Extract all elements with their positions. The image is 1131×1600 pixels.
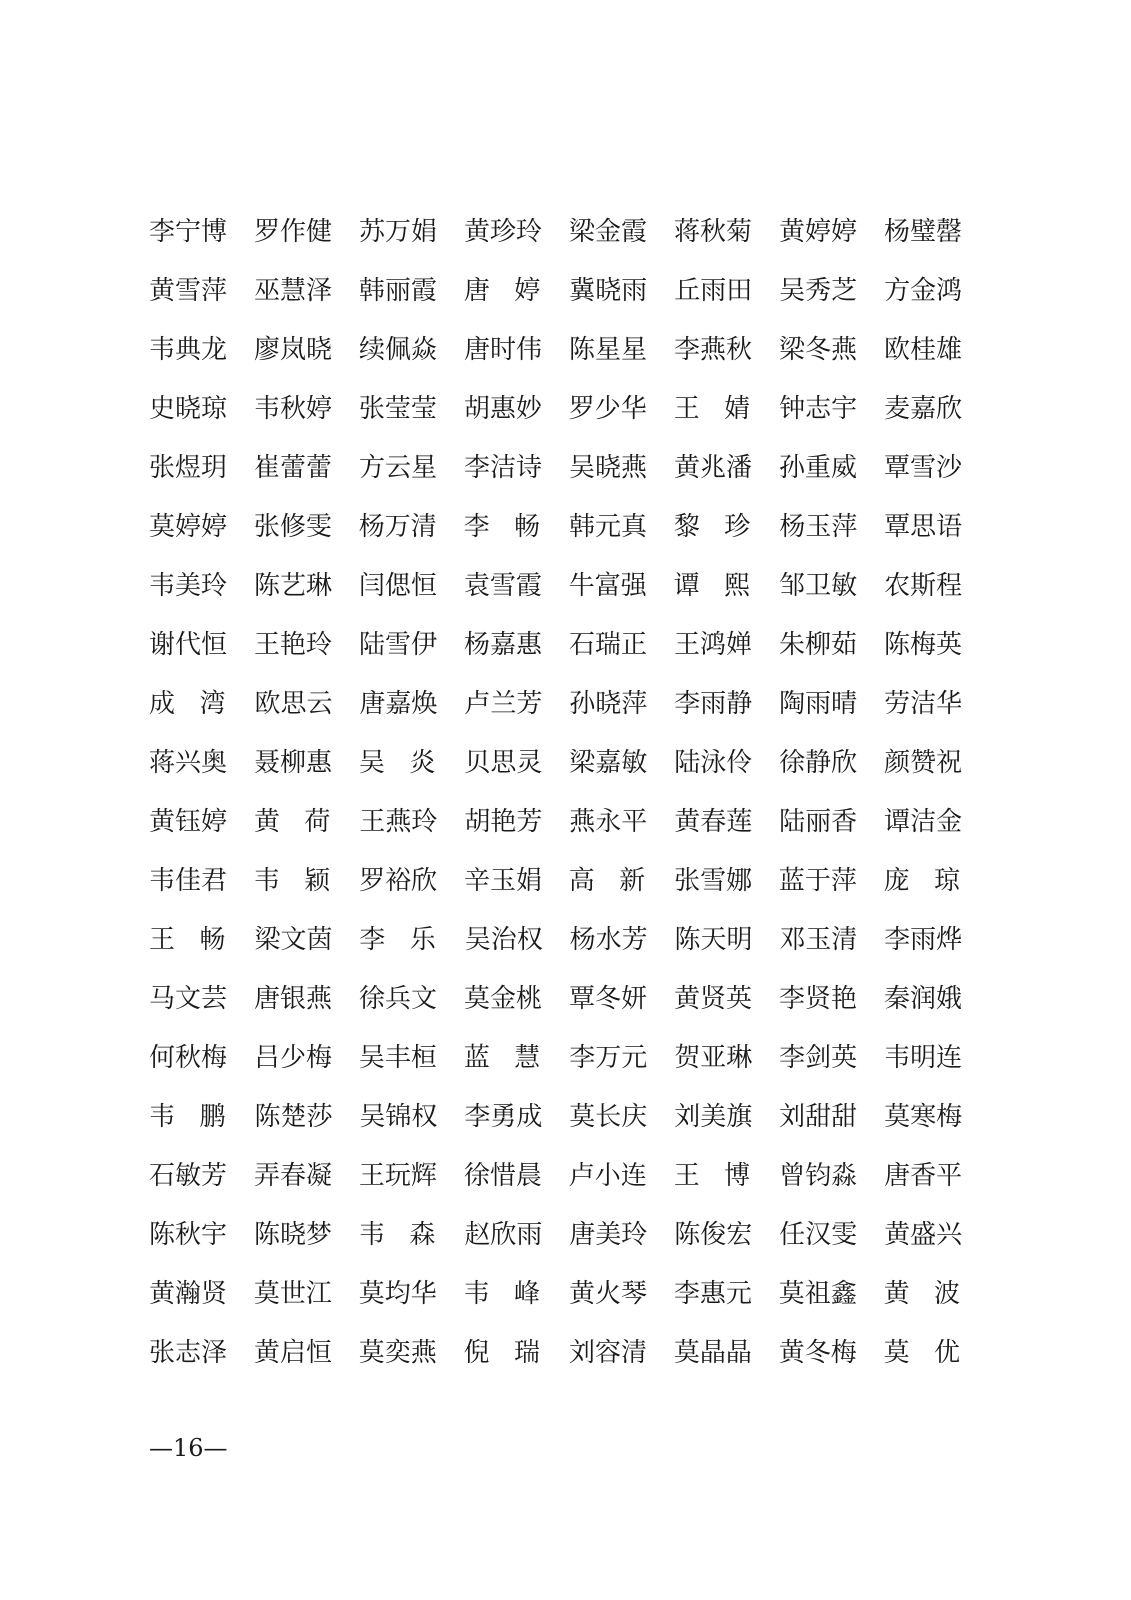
name-cell: 王玩辉 xyxy=(358,1160,437,1191)
name-cell: 吴晓燕 xyxy=(569,452,648,483)
name-cell: 蓝于萍 xyxy=(778,865,857,896)
name-cell: 陈天明 xyxy=(674,924,753,955)
name-row xyxy=(149,261,989,320)
name-cell: 徐静欣 xyxy=(779,747,858,778)
name-cell: 黄 荷 xyxy=(253,806,331,837)
name-cell: 吴丰桓 xyxy=(358,1042,437,1073)
name-cell: 陆丽香 xyxy=(779,806,858,837)
name-cell: 莫世江 xyxy=(253,1278,332,1309)
name-cell: 黄冬梅 xyxy=(778,1337,857,1368)
name-cell: 唐嘉焕 xyxy=(359,688,438,719)
name-cell: 谢代恒 xyxy=(149,629,228,660)
name-cell: 方云星 xyxy=(359,452,438,483)
name-cell: 黄春莲 xyxy=(674,806,753,837)
name-cell: 谭洁金 xyxy=(884,806,963,837)
name-cell: 李雨静 xyxy=(674,688,753,719)
name-cell: 王鸿婵 xyxy=(674,629,753,660)
name-cell: 韦典龙 xyxy=(149,334,228,365)
name-cell: 刘容清 xyxy=(569,1337,648,1368)
name-cell: 崔蕾蕾 xyxy=(254,452,333,483)
name-cell: 李惠元 xyxy=(673,1278,752,1309)
name-row xyxy=(149,1028,989,1087)
name-cell: 蒋兴奥 xyxy=(149,747,228,778)
name-cell: 陈艺琳 xyxy=(253,570,332,601)
name-cell: 张志泽 xyxy=(149,1337,228,1368)
name-row xyxy=(149,1323,989,1382)
name-cell: 黄 波 xyxy=(883,1278,961,1309)
name-cell: 黄珍玲 xyxy=(464,216,543,247)
name-row xyxy=(149,1146,989,1205)
name-cell: 邓玉清 xyxy=(779,924,858,955)
name-cell: 方金鸿 xyxy=(884,275,963,306)
name-cell: 张雪娜 xyxy=(674,865,753,896)
name-cell: 史晓琼 xyxy=(149,393,228,424)
name-cell: 李 畅 xyxy=(463,511,541,542)
name-cell: 卢兰芳 xyxy=(464,688,543,719)
name-cell: 杨璧罄 xyxy=(884,216,963,247)
name-cell: 李贤艳 xyxy=(779,983,858,1014)
name-cell: 杨嘉惠 xyxy=(464,629,543,660)
name-cell: 李宁博 xyxy=(149,216,228,247)
name-cell: 陈星星 xyxy=(569,334,648,365)
name-cell: 张煜玥 xyxy=(149,452,228,483)
name-cell: 秦润娥 xyxy=(884,983,963,1014)
name-cell: 罗作健 xyxy=(254,216,333,247)
name-cell: 燕永平 xyxy=(569,806,648,837)
name-cell: 黄兆潘 xyxy=(674,452,753,483)
name-cell: 朱柳茹 xyxy=(779,629,858,660)
name-cell: 罗裕欣 xyxy=(359,865,438,896)
name-row xyxy=(149,792,989,851)
name-cell: 吴治权 xyxy=(464,924,543,955)
name-cell: 石敏芳 xyxy=(149,1160,228,1191)
name-row xyxy=(149,1264,989,1323)
name-cell: 韦秋婷 xyxy=(253,393,332,424)
name-cell: 莫婷婷 xyxy=(149,511,228,542)
name-cell: 陈楚莎 xyxy=(254,1101,333,1132)
name-cell: 韦美玲 xyxy=(149,570,228,601)
name-cell: 李 乐 xyxy=(359,924,436,955)
name-cell: 唐 婷 xyxy=(463,275,541,306)
name-cell: 韦 森 xyxy=(358,1219,436,1250)
name-cell: 陈晓梦 xyxy=(253,1219,332,1250)
name-cell: 莫长庆 xyxy=(569,1101,648,1132)
name-cell: 黄盛兴 xyxy=(884,1219,963,1250)
name-row xyxy=(149,969,989,1028)
name-cell: 李雨烨 xyxy=(884,924,963,955)
name-cell: 莫均华 xyxy=(358,1278,437,1309)
name-cell: 梁金霞 xyxy=(569,216,648,247)
name-cell: 吴秀芝 xyxy=(779,275,858,306)
name-cell: 苏万娟 xyxy=(359,216,438,247)
name-cell: 廖岚晓 xyxy=(254,334,333,365)
name-row xyxy=(149,910,989,969)
name-cell: 罗少华 xyxy=(568,393,647,424)
name-cell: 丘雨田 xyxy=(674,275,753,306)
name-cell: 徐兵文 xyxy=(359,983,438,1014)
name-cell: 牛富强 xyxy=(568,570,647,601)
name-cell: 吴锦权 xyxy=(359,1101,438,1132)
name-cell: 欧思云 xyxy=(254,688,333,719)
name-cell: 闫偲恒 xyxy=(358,570,437,601)
name-cell: 钟志宇 xyxy=(779,393,858,424)
name-cell: 李万元 xyxy=(569,1042,648,1073)
name-cell: 陶雨晴 xyxy=(779,688,858,719)
name-cell: 韦佳君 xyxy=(149,865,228,896)
name-cell: 成 湾 xyxy=(149,688,226,719)
name-cell: 吕少梅 xyxy=(253,1042,332,1073)
name-cell: 徐惜晨 xyxy=(463,1160,542,1191)
name-cell: 梁文茵 xyxy=(254,924,333,955)
name-cell: 黎 珍 xyxy=(673,511,751,542)
name-cell: 覃雪沙 xyxy=(884,452,963,483)
name-cell: 陆泳伶 xyxy=(674,747,753,778)
name-cell: 陈梅英 xyxy=(884,629,963,660)
name-cell: 梁嘉敏 xyxy=(569,747,648,778)
name-cell: 蒋秋菊 xyxy=(674,216,753,247)
name-cell: 陆雪伊 xyxy=(359,629,438,660)
name-cell: 胡惠妙 xyxy=(463,393,542,424)
name-cell: 杨水芳 xyxy=(569,924,648,955)
name-cell: 韦 鹏 xyxy=(149,1101,226,1132)
name-cell: 贺亚琳 xyxy=(674,1042,753,1073)
name-cell: 刘甜甜 xyxy=(779,1101,858,1132)
name-cell: 辛玉娟 xyxy=(463,865,542,896)
name-cell: 黄贤英 xyxy=(674,983,753,1014)
name-cell: 唐银燕 xyxy=(254,983,333,1014)
name-cell: 邹卫敏 xyxy=(779,570,858,601)
name-cell: 石瑞正 xyxy=(569,629,648,660)
name-cell: 杨玉萍 xyxy=(779,511,858,542)
name-cell: 王燕玲 xyxy=(359,806,438,837)
name-cell: 陈俊宏 xyxy=(674,1219,753,1250)
name-cell: 黄婷婷 xyxy=(779,216,858,247)
name-cell: 唐时伟 xyxy=(464,334,543,365)
name-row xyxy=(149,438,989,497)
name-cell: 张莹莹 xyxy=(358,393,437,424)
name-cell: 王 婧 xyxy=(673,393,751,424)
name-cell: 颜赞祝 xyxy=(884,747,963,778)
name-cell: 王 博 xyxy=(673,1160,751,1191)
name-cell: 倪 瑞 xyxy=(463,1337,541,1368)
name-cell: 黄火琴 xyxy=(569,1278,648,1309)
name-cell: 莫晶晶 xyxy=(673,1337,752,1368)
name-row xyxy=(149,733,989,792)
name-cell: 杨万清 xyxy=(358,511,437,542)
name-cell: 李燕秋 xyxy=(674,334,753,365)
name-row xyxy=(149,1087,989,1146)
name-cell: 胡艳芳 xyxy=(464,806,543,837)
name-cell: 巫慧泽 xyxy=(253,275,332,306)
name-row xyxy=(149,851,989,910)
name-cell: 李勇成 xyxy=(464,1101,543,1132)
name-row xyxy=(149,556,989,615)
name-cell: 曾钧淼 xyxy=(779,1160,858,1191)
name-cell: 刘美旗 xyxy=(674,1101,753,1132)
name-cell: 黄钰婷 xyxy=(149,806,228,837)
name-row xyxy=(149,202,989,261)
name-row xyxy=(149,320,989,379)
name-row xyxy=(149,379,989,438)
name-cell: 唐香平 xyxy=(884,1160,963,1191)
name-cell: 黄启恒 xyxy=(253,1337,332,1368)
name-cell: 冀晓雨 xyxy=(569,275,648,306)
name-cell: 李剑英 xyxy=(779,1042,858,1073)
name-list xyxy=(149,202,989,1382)
name-cell: 续佩焱 xyxy=(359,334,438,365)
name-cell: 麦嘉欣 xyxy=(884,393,963,424)
name-row xyxy=(149,1205,989,1264)
name-cell: 韦明连 xyxy=(884,1042,963,1073)
name-cell: 卢小连 xyxy=(568,1160,647,1191)
name-cell: 弄春凝 xyxy=(253,1160,332,1191)
name-cell: 陈秋宇 xyxy=(149,1219,228,1250)
name-cell: 劳洁华 xyxy=(884,688,963,719)
name-cell: 聂柳惠 xyxy=(253,747,332,778)
name-cell: 张修雯 xyxy=(253,511,332,542)
name-cell: 黄瀚贤 xyxy=(149,1278,228,1309)
name-cell: 莫 优 xyxy=(883,1337,961,1368)
name-cell: 何秋梅 xyxy=(149,1042,228,1073)
name-cell: 马文芸 xyxy=(149,983,228,1014)
name-cell: 吴 炎 xyxy=(358,747,436,778)
name-cell: 农斯程 xyxy=(884,570,963,601)
name-cell: 袁雪霞 xyxy=(463,570,542,601)
name-cell: 覃思语 xyxy=(884,511,963,542)
name-cell: 韦 峰 xyxy=(463,1278,541,1309)
name-cell: 王艳玲 xyxy=(254,629,333,660)
name-cell: 黄雪萍 xyxy=(149,275,228,306)
name-cell: 谭 熙 xyxy=(673,570,751,601)
page-number: —16— xyxy=(149,1434,228,1462)
name-cell: 李洁诗 xyxy=(464,452,543,483)
name-cell: 任汉雯 xyxy=(779,1219,858,1250)
name-cell: 莫寒梅 xyxy=(884,1101,963,1132)
name-cell: 韩元真 xyxy=(569,511,648,542)
name-cell: 莫祖鑫 xyxy=(778,1278,857,1309)
name-cell: 唐美玲 xyxy=(569,1219,648,1250)
name-cell: 覃冬妍 xyxy=(569,983,648,1014)
name-cell: 孙重威 xyxy=(779,452,858,483)
name-cell: 莫金桃 xyxy=(464,983,543,1014)
name-cell: 韦 颖 xyxy=(253,865,331,896)
name-row xyxy=(149,497,989,556)
name-cell: 赵欣雨 xyxy=(464,1219,543,1250)
name-cell: 王 畅 xyxy=(149,924,226,955)
name-cell: 欧桂雄 xyxy=(884,334,963,365)
name-cell: 高 新 xyxy=(568,865,646,896)
name-cell: 庞 琼 xyxy=(883,865,961,896)
name-row xyxy=(149,615,989,674)
name-cell: 莫奕燕 xyxy=(358,1337,437,1368)
name-row xyxy=(149,674,989,733)
name-cell: 孙晓萍 xyxy=(569,688,648,719)
name-cell: 梁冬燕 xyxy=(779,334,858,365)
name-cell: 蓝 慧 xyxy=(463,1042,541,1073)
name-cell: 韩丽霞 xyxy=(358,275,437,306)
name-cell: 贝思灵 xyxy=(464,747,543,778)
